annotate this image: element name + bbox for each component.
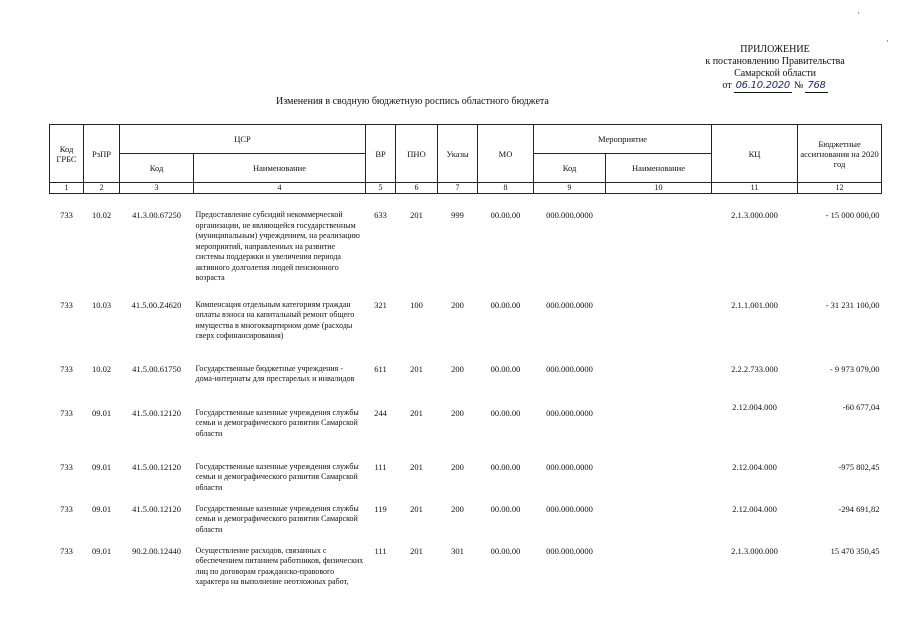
appendix-line-2: Самарской области <box>734 68 816 79</box>
cell-csr-code: 41.3.00.67250 <box>132 210 181 220</box>
cell-event-name <box>606 540 712 600</box>
table-row <box>50 194 882 294</box>
appendix-line-1: к постановлению Правительства <box>705 56 845 67</box>
appendix-title: ПРИЛОЖЕНИЕ <box>740 44 810 55</box>
cell-csr-name: Государственные казенные учреждения службы семьи и демографического развития Самарской области <box>195 461 359 492</box>
document-title: Изменения в сводную бюджетную роспись областного бюджета <box>276 96 549 107</box>
cell-csr-name: Государственные казенные учреждения службы семьи и демографического развития Самарской области <box>195 407 359 438</box>
cell-mo: 00.00.00 <box>490 363 521 374</box>
column-number: 2 <box>84 183 120 194</box>
header-mo: МО <box>478 125 534 183</box>
header-event-name: Наименование <box>606 154 712 183</box>
header-kc: КЦ <box>712 125 798 183</box>
header-row-1 <box>50 125 882 154</box>
cell-event-name <box>606 194 712 294</box>
cell-csr-code: 41.5.00.12120 <box>132 407 181 418</box>
cell-kc: 2.1.3.000.000 <box>731 545 778 556</box>
column-number: 9 <box>534 183 606 194</box>
scan-speck: · <box>857 8 860 18</box>
cell-mo: 00.00.00 <box>490 210 521 220</box>
cell-event-name <box>606 358 712 402</box>
cell-grbs: 733 <box>60 210 73 220</box>
cell-grbs: 733 <box>60 299 73 310</box>
cell-ukazy: 200 <box>451 363 464 374</box>
cell-kc: 2.12.004.000 <box>732 461 777 472</box>
column-number: 8 <box>478 183 534 194</box>
column-number-row <box>50 183 882 194</box>
cell-event-name <box>606 498 712 540</box>
appendix-block <box>690 44 860 93</box>
cell-mo: 00.00.00 <box>490 503 521 514</box>
cell-vr: 244 <box>374 407 387 418</box>
cell-vr: 633 <box>374 210 387 220</box>
cell-pno: 201 <box>410 363 423 374</box>
column-number: 5 <box>366 183 396 194</box>
cell-pno: 201 <box>410 545 423 556</box>
cell-csr-name: Компенсация отдельным категориям граждан оплаты взноса на капитальный ремонт общего имущества в многоквартирном доме (расходы сверх софинансирования) <box>195 299 355 340</box>
cell-event-code: 000.000.0000 <box>546 461 593 472</box>
cell-grbs: 733 <box>60 545 73 556</box>
cell-csr-code: 41.5.00.12120 <box>132 503 181 514</box>
cell-mo: 00.00.00 <box>490 545 521 556</box>
header-ukazy: Указы <box>438 125 478 183</box>
cell-amount: -60 677,04 <box>842 401 880 412</box>
cell-event-code: 000.000.0000 <box>546 299 593 310</box>
cell-csr-name: Предоставление субсидий некоммерческой организации, не являющейся государственным (муниципальным) учреждением, на реализацию мероприятий, направленных на развитие системы поддержки и увеличения периода активного долголетия людей пенсионного возраста <box>195 210 360 282</box>
header-grbs: Код ГРБС <box>50 125 84 183</box>
column-number: 7 <box>438 183 478 194</box>
cell-vr: 111 <box>374 545 387 556</box>
table-row <box>50 454 882 498</box>
cell-grbs: 733 <box>60 461 73 472</box>
cell-csr-code: 41.5.00.12120 <box>132 461 181 472</box>
cell-mo: 00.00.00 <box>490 299 521 310</box>
column-number: 6 <box>396 183 438 194</box>
header-csr: ЦСР <box>120 125 366 154</box>
cell-event-code: 000.000.0000 <box>546 407 593 418</box>
cell-csr-code: 90.2.00.12440 <box>132 545 181 556</box>
cell-csr-code: 41.5.00.61750 <box>132 363 181 374</box>
cell-pno: 100 <box>410 299 423 310</box>
appendix-prefix: от <box>722 80 732 91</box>
column-number: 3 <box>120 183 194 194</box>
appendix-number: 768 <box>807 80 826 91</box>
cell-rzpr: 10.02 <box>91 210 112 220</box>
cell-ukazy: 200 <box>451 407 464 418</box>
column-number: 10 <box>606 183 712 194</box>
cell-amount: - 31 231 100,00 <box>825 299 880 310</box>
header-csr-code: Код <box>120 154 194 183</box>
table-row <box>50 294 882 358</box>
cell-amount: - 9 973 079,00 <box>829 363 880 374</box>
appendix-number-sign: № <box>793 80 804 91</box>
cell-event-name <box>606 402 712 454</box>
cell-event-name <box>606 294 712 358</box>
header-event-code: Код <box>534 154 606 183</box>
cell-pno: 201 <box>410 407 423 418</box>
column-number: 1 <box>50 183 84 194</box>
cell-kc: 2.12.004.000 <box>732 401 777 412</box>
cell-kc: 2.1.1.001.000 <box>731 299 778 310</box>
cell-event-code: 000.000.0000 <box>546 545 593 556</box>
cell-amount: -294 691,82 <box>838 503 880 514</box>
cell-rzpr: 09.01 <box>91 407 112 418</box>
cell-kc: 2.12.004.000 <box>732 503 777 514</box>
cell-grbs: 733 <box>60 363 73 374</box>
cell-kc: 2.2.2.733.000 <box>731 363 778 374</box>
appendix-reference <box>690 80 860 93</box>
cell-rzpr: 09.01 <box>91 545 112 556</box>
cell-rzpr: 09.01 <box>91 503 112 514</box>
header-pno: ПНО <box>396 125 438 183</box>
cell-event-code: 000.000.0000 <box>546 210 593 220</box>
header-vr: ВР <box>366 125 396 183</box>
cell-vr: 119 <box>374 503 387 514</box>
table-row <box>50 498 882 540</box>
cell-event-code: 000.000.0000 <box>546 503 593 514</box>
header-rzpr: РзПР <box>84 125 120 183</box>
cell-csr-code: 41.5.00.Z4620 <box>131 299 182 310</box>
cell-mo: 00.00.00 <box>490 461 521 472</box>
cell-csr-name: Государственные казенные учреждения службы семьи и демографического развития Самарской области <box>195 503 359 534</box>
cell-ukazy: 999 <box>451 210 464 220</box>
table-row <box>50 402 882 454</box>
cell-vr: 321 <box>374 299 387 310</box>
cell-grbs: 733 <box>60 503 73 514</box>
cell-grbs: 733 <box>60 407 73 418</box>
table-row <box>50 540 882 600</box>
cell-amount: - 15 000 000,00 <box>825 210 880 220</box>
cell-event-name <box>606 454 712 498</box>
cell-ukazy: 301 <box>451 545 464 556</box>
cell-rzpr: 09.01 <box>91 461 112 472</box>
column-number: 11 <box>712 183 798 194</box>
scan-speck: · <box>886 36 889 46</box>
cell-amount: 15 470 350,45 <box>830 545 880 556</box>
cell-amount: -975 802,45 <box>838 461 880 472</box>
cell-ukazy: 200 <box>451 299 464 310</box>
cell-mo: 00.00.00 <box>490 407 521 418</box>
cell-csr-name: Государственные бюджетные учреждения - дома-интернаты для престарелых и инвалидов <box>195 363 355 383</box>
cell-pno: 201 <box>410 503 423 514</box>
cell-rzpr: 10.02 <box>91 363 112 374</box>
cell-pno: 201 <box>410 461 423 472</box>
table-row <box>50 358 882 402</box>
budget-table <box>49 124 882 600</box>
cell-kc: 2.1.3.000.000 <box>731 210 778 220</box>
column-number: 12 <box>798 183 882 194</box>
cell-ukazy: 200 <box>451 503 464 514</box>
appendix-date: 06.10.2020 <box>735 80 790 91</box>
column-number: 4 <box>194 183 366 194</box>
cell-csr-name: Осуществление расходов, связанных с обеспечением питанием работников, физических лиц по договорам гражданско-правового характера на выполнение неотложных работ, <box>195 545 364 586</box>
cell-vr: 111 <box>374 461 387 472</box>
cell-vr: 611 <box>374 363 387 374</box>
cell-pno: 201 <box>410 210 423 220</box>
cell-rzpr: 10.03 <box>91 299 112 310</box>
header-csr-name: Наименование <box>194 154 366 183</box>
header-event: Мероприятие <box>534 125 712 154</box>
cell-ukazy: 200 <box>451 461 464 472</box>
cell-event-code: 000.000.0000 <box>546 363 593 374</box>
header-allocations: Бюджетные ассигнования на 2020 год <box>798 125 882 183</box>
